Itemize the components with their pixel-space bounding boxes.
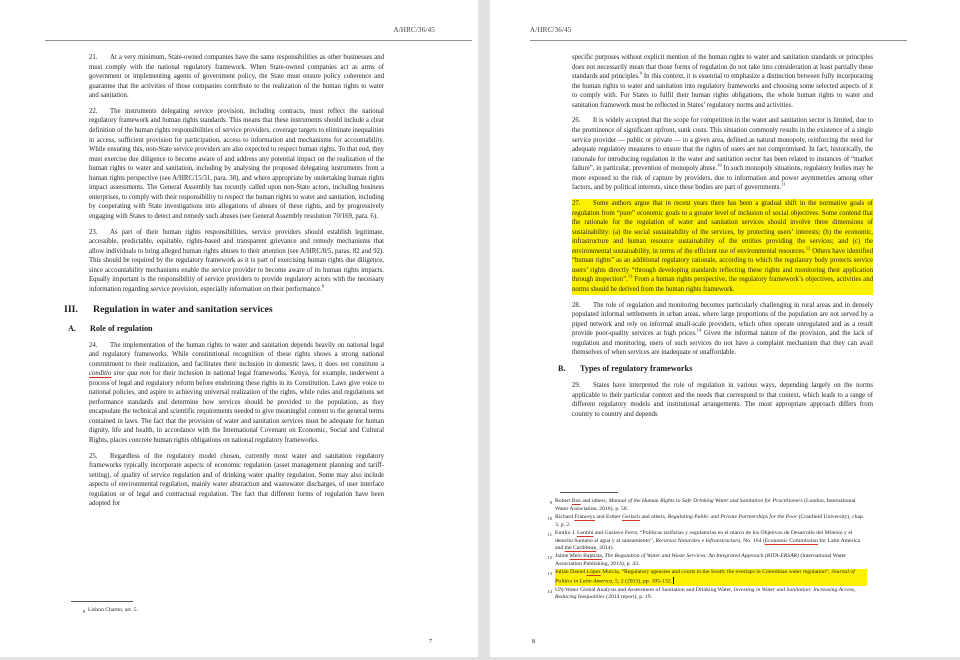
page-7[interactable] xyxy=(0,0,478,657)
paragraph: specific purposes without explicit mention of the human rights to water and sanitation standards or principles does not necessarily mean that those forms of regulation do not take into consideration at least partially these standards and principles.$^9$ In this context, it is essential to emphasize a distinction between fully incorporating the human rights to water and sanitation into regulatory frameworks and choosing some selected aspects of it to comply with. For States to fulfil their human rights obligations, the whole human rights to water and sanitation framework must be reflected in States’ regulatory norms and activities. xyxy=(572,54,873,109)
footnote: 8 Lisbon Charter, art. 5. xyxy=(76,607,316,616)
footnote: 10 Richard Franceys and Esther Gerlach and others, Regulating Public and Private Partnerships for the Poor (Cranfield University), chap. 3, p. 2. xyxy=(543,514,867,529)
paragraph-number: 24. xyxy=(89,341,98,349)
heading-number: III. xyxy=(64,303,78,315)
footnote: 9 Robert Bos and others, Manual of the Human Rights to Safe Drinking Water and Sanitation for Practitioners (London, International Water Association, 2016), p. 58. xyxy=(543,498,867,513)
page-8[interactable] xyxy=(490,0,960,657)
paragraph: 26. It is widely accepted that the scope for competition in the water and sanitation sector is limited, due to the prominence of significant upfront, sunk costs. This situation commonly results in the existence of a single service provider — public or private — in a given area, defined as natural monopoly, reinforcing the need for adequate regulatory measures to ensure that the rights of users are not compromised. In fact, historically, the rationale for introducing regulation in the water and sanitation sector has been related to instances of “market failure”, in particular, prevention of monopoly abuse.$^{10}$ In such monopoly situations, regulatory bodies may be more exposed to the risk of capture by providers, due to information and power asymmetries among other factors, and by political interests, since these bodies are part of governments.$^{11}$ xyxy=(572,117,873,192)
footnote-number: 13 xyxy=(547,571,552,577)
footnote-number: 10 xyxy=(547,515,552,521)
page-2-footnote-area xyxy=(490,492,960,603)
heading-number: A. xyxy=(68,323,76,333)
heading-text: Types of regulatory frameworks xyxy=(580,364,693,374)
paragraph: 22. The instruments delegating service provision, including contracts, must reflect the national regulatory framework and human rights standards. This means that these instruments should include a clear definition of the human rights responsibilities of service providers, coverage targets to eliminate inequalities in access, sufficient provision for participation, access to information and mechanisms for accountability. While ensuring this, non-State service providers are also expected to respect human rights. To that end, they must exercise due diligence to become aware of and address any potential impact on the realization of the human rights to water and sanitation, including by analysing the proposed delegating instruments from a human rights perspective (see A/HRC/15/31, para. 38), and where appropriate by undertaking human rights impact assessments. The General Assembly has recently called upon non-State actors, including business enterprises, to comply with their responsibility to respect the human rights to water and sanitation, including by cooperating with State investigations into allegations of abuses of these rights, and by progressively engaging with States to detect and remedy such abuses (see General Assembly resolution 70/169, para. 6). xyxy=(89,107,384,220)
paragraph: 21. At a very minimum, State-owned companies have the same responsibilities as other businesses and must comply with the national regulatory framework. When State-owned companies act as arms of government or implementing agents of government policy, the State must ensure policy coherence and guarantee that the activities of those companies contribute to the realization of the human rights to water and sanitation. xyxy=(89,54,384,100)
page-2-footnotes xyxy=(490,498,960,602)
paragraph: 23. As part of their human rights responsibilities, service providers should establish legitimate, accessible, predictable, equitable, rights-based and transparent grievance and remedy mechanisms that allow individuals to bring alleged human rights abuses to their attention (see A/HRC/8/5, paras. 82 and 92). This should be required by the regulatory framework as it is part of exercising human rights due diligence, since accountability mechanisms enable the service provider to become aware of its human rights impacts. Equally important is the responsibility of service providers to provide regulatory actors with the necessary information regarding service provision, especially information on their performance.$^8$ xyxy=(89,228,384,293)
footnote-separator xyxy=(560,492,618,493)
paragraph: 29. States have interpreted the role of regulation in various ways, depending largely on the norms applicable to their particular context and the needs that correspond to that context, which leads to a range of different regulatory models and institutional arrangements. The most appropriate approach differs from country to country and depends xyxy=(572,382,873,418)
footnote-number: 14 xyxy=(547,588,552,594)
footnote-number: 11 xyxy=(547,531,552,537)
paragraph-number: 29. xyxy=(572,382,581,390)
footnote-number: 12 xyxy=(547,555,552,561)
paragraph: 28. The role of regulation and monitoring becomes particularly challenging in rural areas and in densely populated informal settlements in urban areas, where large proportions of the population are not served by a piped network and rely on informal small-scale providers, which often operate unregulated and as a result provide poor-quality services at high prices.$^{14}$ Given the informal nature of the provision, and the lack of regulation and monitoring, users of such services do not have a complaint mechanism that they can avail themselves of when services are inadequate or unaffordable. xyxy=(572,301,874,357)
page-header-symbol: A/HRC/36/45 xyxy=(45,26,472,41)
paragraph-number: 21. xyxy=(89,54,98,61)
footnote-number: 8 xyxy=(82,609,85,614)
heading-number: B. xyxy=(558,364,566,374)
page-1-footnotes xyxy=(0,607,478,616)
paragraph-number: 28. xyxy=(572,301,581,309)
paragraph-number: 22. xyxy=(89,107,98,115)
section-heading xyxy=(64,304,478,315)
section-heading xyxy=(68,324,478,333)
page-2-blocks xyxy=(490,53,960,426)
text-cursor xyxy=(673,577,674,584)
paragraph: 24. The implementation of the human rights to water and sanitation depends heavily on national legal and regulatory frameworks. While constitutional recognition of these rights shows a strong national commitment to their realization, and facilitates their inclusion in domestic laws, it does not constitute a conditio sine qua non for their inclusion in national legal frameworks. Kenya, for example, underwent a process of legal and regulatory reform before enshrining these rights in its Constitution. Laws give voice to national policies, and aspire to achieving universal realization of the rights, while rules and regulations set performance standards and determine how services should be provided to the population, as they encapsulate the technical and scientific requirements needed to give meaningful content to the general terms contained in laws. The fact that the provision of water and sanitation services must be adequate for human dignity, life and health, in accordance with the International Covenant on Economic, Social and Cultural Rights, places concrete human rights obligations on national regulatory frameworks. xyxy=(89,341,384,444)
page-number: 7 xyxy=(428,638,432,645)
footnote: 11 Emilio J. Lentini and Gustavo Ferro, “Políticas tarifarias y regulatorias en el marco de los Objetivos de Desarrollo del Milenio y el derecho humano al agua y al saneamiento”, Recursos Naturales e Infraestructura, No. 164 (Economic Commission for Latin America and the Caribbean, 2014). xyxy=(543,530,867,553)
paragraph: 25. Regardless of the regulatory model chosen, currently most water and sanitation regulatory frameworks typically incorporate aspects of economic regulation (asset management planning and tariff-setting), of quality of service regulation and of drinking water quality regulation. Some may also include aspects of environmental regulation, mainly water abstraction and wastewater discharges, of user interface regulation or of legal and contractual regulation. The fact that different forms of regulation have been adopted for xyxy=(89,452,384,508)
footnote-number: 9 xyxy=(549,500,552,505)
heading-text: Role of regulation xyxy=(90,323,153,333)
section-heading xyxy=(558,364,960,373)
heading-text: Regulation in water and sanitation services xyxy=(93,303,273,315)
footnote: 14 UN-Water Global Analysis and Assessment of Sanitation and Drinking Water, Investing in Water and Sanitation: Increasing Access, Reducing Inequalities (2014 report), p. 19. xyxy=(543,587,867,602)
highlighted-paragraph: 27. Some authors argue that in recent years there has been a gradual shift in the normative goals of regulation from “pure” economic goals to a greater level of inclusion of social objectives. Some contend that the rationale for the regulation of water and sanitation services should involve three dimensions of sustainability: (a) the social sustainability of the services, by protecting users’ interests; (b) the economic, infrastructure and human resource sustainability of the entities providing the services; and (c) the environmental sustainability, in terms of the efficient use of environmental resources.$^{12}$ Others have identified “human rights” as an additional regulatory rationale, according to which the regulatory body protects service users’ rights directly “through developing standards reflecting these rights and monitoring their application through inspection”.$^{13}$ From a human rights perspective, the regulatory framework’s objectives, activities and norms should be derived from the human rights framework. xyxy=(572,200,873,293)
paragraph-number: 26. xyxy=(572,117,581,125)
paragraph-number: 23. xyxy=(89,228,98,236)
page-1-blocks xyxy=(0,53,478,515)
page-header-symbol: A/HRC/36/45 xyxy=(530,26,907,41)
page-number: 8 xyxy=(532,638,536,645)
page-1-footnote-area xyxy=(0,601,478,616)
footnote-separator xyxy=(71,601,133,602)
paragraph-number: 27. xyxy=(572,200,581,208)
paragraph-number: 25. xyxy=(89,452,98,460)
footnote: 12 Jaime Melo Baptista, The Regulation of Water and Waste Services: An Integrated Approach (RITA-ERSAR) (International Water Association Publishing, 2014), p. 43. xyxy=(543,553,867,568)
highlighted-footnote: 13 Julián Daniel López Murcia, “Regulatory agencies and courts in the South: the overlaps in Colombian water regulation”, Journal of Politics in Latin America, 5, 2 (2013), pp. 105-132. xyxy=(543,569,867,586)
